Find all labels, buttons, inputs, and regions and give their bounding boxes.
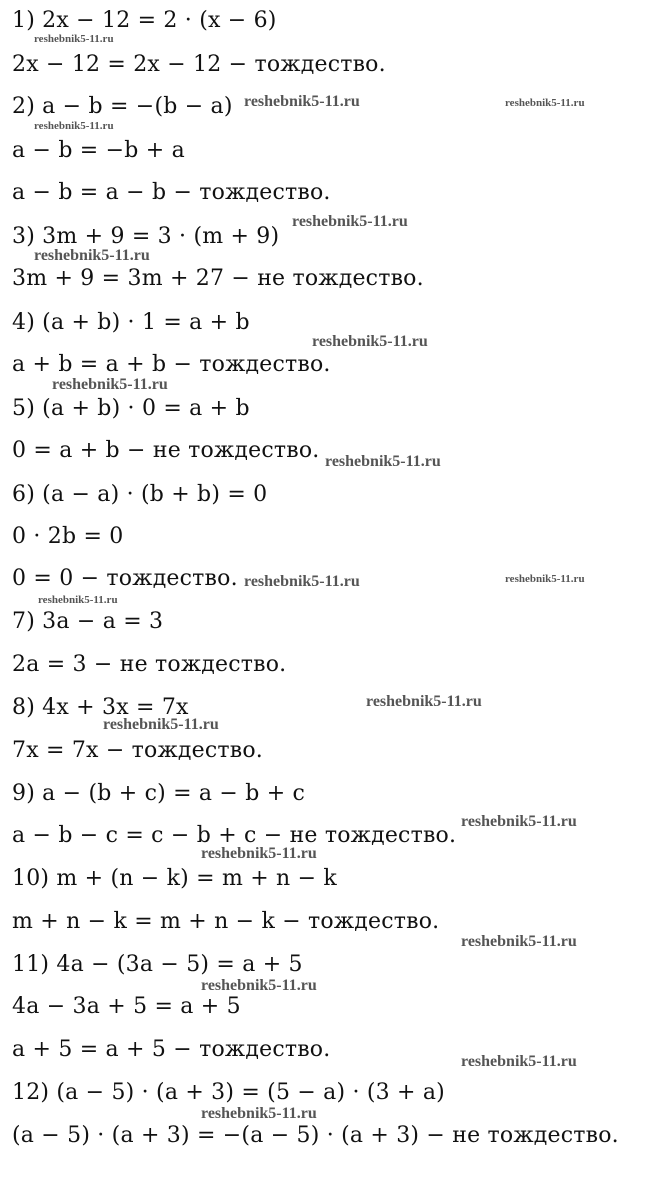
watermark: reshebnik5-11.ru bbox=[461, 933, 577, 950]
watermark: reshebnik5-11.ru bbox=[505, 97, 585, 109]
solution-line: m + n − k = m + n − k − тождество. bbox=[12, 909, 440, 934]
solution-line: 2a = 3 − не тождество. bbox=[12, 652, 287, 677]
solution-line: 6) (a − a) · (b + b) = 0 bbox=[12, 482, 268, 507]
solution-line: a + 5 = a + 5 − тождество. bbox=[12, 1037, 331, 1062]
solution-line: 10) m + (n − k) = m + n − k bbox=[12, 866, 337, 891]
solution-line: (a − 5) · (a + 3) = −(a − 5) · (a + 3) − не тождество. bbox=[12, 1123, 619, 1148]
solution-line: a + b = a + b − тождество. bbox=[12, 352, 331, 377]
watermark: reshebnik5-11.ru bbox=[201, 1105, 317, 1122]
solution-line: 11) 4a − (3a − 5) = a + 5 bbox=[12, 952, 303, 977]
solution-line: 12) (a − 5) · (a + 3) = (5 − a) · (3 + a) bbox=[12, 1080, 445, 1105]
solution-line: 1) 2x − 12 = 2 · (x − 6) bbox=[12, 8, 277, 33]
solution-line: 2x − 12 = 2x − 12 − тождество. bbox=[12, 52, 386, 77]
solution-line: 9) a − (b + c) = a − b + c bbox=[12, 781, 306, 806]
solution-line: 2) a − b = −(b − a) bbox=[12, 94, 233, 119]
watermark: reshebnik5-11.ru bbox=[34, 120, 114, 132]
watermark: reshebnik5-11.ru bbox=[461, 1053, 577, 1070]
solution-line: 3m + 9 = 3m + 27 − не тождество. bbox=[12, 266, 424, 291]
solution-line: 8) 4x + 3x = 7x bbox=[12, 695, 189, 720]
watermark: reshebnik5-11.ru bbox=[325, 453, 441, 470]
watermark: reshebnik5-11.ru bbox=[244, 93, 360, 110]
watermark: reshebnik5-11.ru bbox=[461, 813, 577, 830]
solution-line: 7x = 7x − тождество. bbox=[12, 738, 263, 763]
solution-line: a − b − c = c − b + c − не тождество. bbox=[12, 823, 457, 848]
solution-line: 4) (a + b) · 1 = a + b bbox=[12, 310, 250, 335]
watermark: reshebnik5-11.ru bbox=[103, 716, 219, 733]
solution-line: a − b = a − b − тождество. bbox=[12, 180, 331, 205]
watermark: reshebnik5-11.ru bbox=[292, 213, 408, 230]
solution-line: a − b = −b + a bbox=[12, 138, 185, 163]
watermark: reshebnik5-11.ru bbox=[244, 573, 360, 590]
watermark: reshebnik5-11.ru bbox=[505, 573, 585, 585]
watermark: reshebnik5-11.ru bbox=[34, 247, 150, 264]
solution-line: 3) 3m + 9 = 3 · (m + 9) bbox=[12, 224, 280, 249]
solution-line: 5) (a + b) · 0 = a + b bbox=[12, 396, 250, 421]
solution-line: 7) 3a − a = 3 bbox=[12, 609, 164, 634]
solution-line: 0 = 0 − тождество. bbox=[12, 566, 238, 591]
watermark: reshebnik5-11.ru bbox=[34, 33, 114, 45]
watermark: reshebnik5-11.ru bbox=[366, 693, 482, 710]
watermark: reshebnik5-11.ru bbox=[312, 333, 428, 350]
watermark: reshebnik5-11.ru bbox=[52, 376, 168, 393]
solution-line: 4a − 3a + 5 = a + 5 bbox=[12, 994, 241, 1019]
watermark: reshebnik5-11.ru bbox=[201, 845, 317, 862]
solution-line: 0 = a + b − не тождество. bbox=[12, 438, 320, 463]
watermark: reshebnik5-11.ru bbox=[201, 977, 317, 994]
solution-line: 0 · 2b = 0 bbox=[12, 524, 124, 549]
watermark: reshebnik5-11.ru bbox=[38, 594, 118, 606]
